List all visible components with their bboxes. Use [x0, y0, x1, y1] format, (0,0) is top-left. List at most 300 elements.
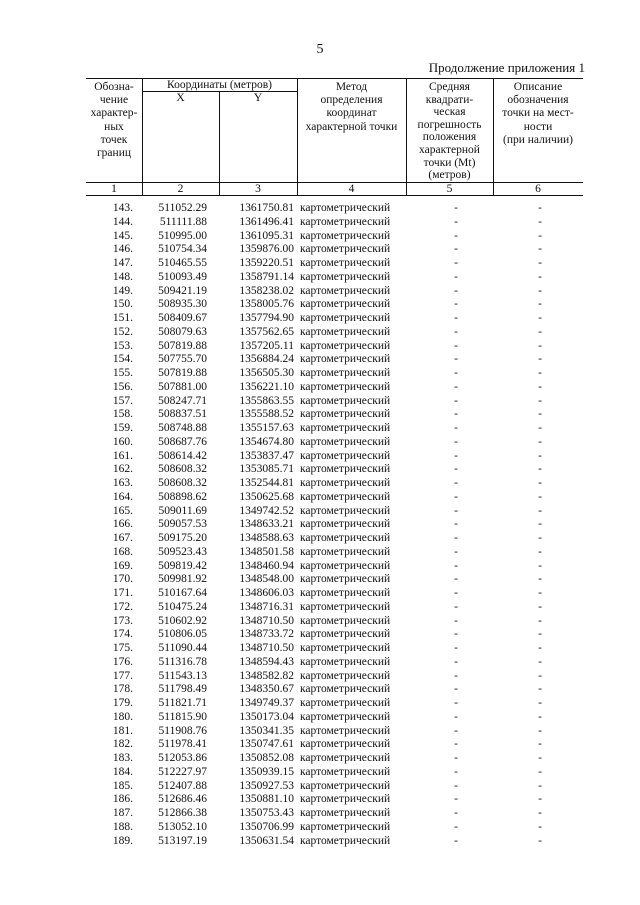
- header-num-6: 6: [535, 183, 541, 195]
- table-row: [0, 725, 640, 739]
- description-cell: -: [538, 229, 542, 242]
- table-row: [0, 298, 640, 312]
- coord-x: 507819.88: [158, 339, 207, 352]
- table-row: [0, 821, 640, 835]
- method-cell: картометрический: [300, 518, 391, 531]
- method-cell: картометрический: [300, 834, 391, 847]
- description-cell: -: [538, 298, 542, 311]
- coord-y: 1348548.00: [239, 573, 294, 586]
- coord-y: 1348588.63: [239, 532, 294, 544]
- description-cell: -: [538, 284, 542, 297]
- table-row: [0, 573, 640, 587]
- method-cell: картометрический: [300, 435, 391, 448]
- point-number: 183.: [112, 752, 133, 764]
- table-row: [0, 202, 640, 216]
- description-cell: -: [538, 270, 542, 283]
- coord-x: 511821.71: [158, 697, 207, 709]
- header-point-designation: Обозна- чение характер- ных точек границ: [90, 81, 138, 160]
- coordinates-table-body: [0, 202, 640, 848]
- table-row: [0, 752, 640, 766]
- coord-y: 1359220.51: [239, 257, 294, 269]
- method-cell: картометрический: [300, 697, 391, 709]
- error-cell: -: [454, 477, 458, 489]
- table-row: [0, 628, 640, 642]
- method-cell: картометрический: [300, 504, 391, 517]
- coord-y: 1356505.30: [239, 367, 294, 379]
- table-row: [0, 670, 640, 684]
- coord-x: 508687.76: [158, 435, 207, 448]
- coord-x: 508409.67: [158, 312, 207, 324]
- point-number: 187.: [112, 807, 133, 819]
- description-cell: -: [538, 545, 542, 558]
- coord-x: 511815.90: [158, 710, 207, 723]
- table-row: [0, 505, 640, 519]
- table-row: [0, 436, 640, 450]
- point-number: 171.: [112, 587, 133, 599]
- table-row: [0, 408, 640, 422]
- error-cell: -: [454, 834, 458, 847]
- coord-y: 1350852.08: [239, 752, 294, 764]
- coord-x: 513052.10: [158, 820, 207, 833]
- coord-y: 1358005.76: [239, 298, 294, 311]
- coord-x: 510602.92: [158, 614, 207, 627]
- header-vline-2: [219, 91, 220, 196]
- description-cell: -: [538, 793, 542, 806]
- method-cell: картометрический: [300, 257, 391, 269]
- coord-y: 1348633.21: [239, 518, 294, 531]
- table-row: [0, 285, 640, 299]
- coord-x: 511090.44: [158, 642, 207, 654]
- header-method: Метод определения координат характерной точки: [305, 81, 398, 133]
- description-cell: -: [538, 490, 542, 503]
- description-cell: -: [538, 532, 542, 544]
- table-row: [0, 491, 640, 505]
- header-coordinates: Координаты (метров): [167, 79, 272, 91]
- error-cell: -: [454, 655, 458, 668]
- point-number: 184.: [112, 765, 133, 778]
- method-cell: картометрический: [300, 642, 391, 654]
- coord-y: 1355157.63: [239, 422, 294, 434]
- header-num-4: 4: [348, 183, 355, 195]
- error-cell: -: [454, 779, 458, 792]
- table-row: [0, 587, 640, 601]
- method-cell: картометрический: [300, 298, 391, 311]
- method-cell: картометрический: [300, 394, 391, 407]
- point-number: 182.: [112, 738, 133, 751]
- coord-x: 509011.69: [158, 504, 207, 517]
- coord-y: 1350341.35: [239, 724, 294, 737]
- coord-x: 509421.19: [158, 284, 207, 297]
- header-num-1: 1: [111, 183, 117, 195]
- method-cell: картометрический: [300, 600, 391, 613]
- coord-x: 508935.30: [158, 298, 207, 311]
- method-cell: картометрический: [300, 807, 391, 819]
- coord-y: 1350747.61: [239, 738, 294, 751]
- description-cell: -: [538, 243, 542, 256]
- coord-x: 511978.41: [158, 738, 207, 751]
- coord-x: 511316.78: [158, 655, 207, 668]
- method-cell: картометрический: [300, 545, 391, 558]
- description-cell: -: [538, 820, 542, 833]
- description-cell: -: [538, 257, 542, 269]
- description-cell: -: [538, 449, 542, 462]
- method-cell: картометрический: [300, 422, 391, 434]
- coord-y: 1357794.90: [239, 312, 294, 324]
- description-cell: -: [538, 422, 542, 434]
- table-row: [0, 697, 640, 711]
- error-cell: -: [454, 284, 458, 297]
- coord-x: 507881.00: [158, 380, 207, 393]
- coord-y: 1350173.04: [239, 710, 294, 723]
- method-cell: картометрический: [300, 779, 391, 792]
- header-num-3: 3: [255, 183, 261, 195]
- point-number: 174.: [112, 628, 133, 641]
- method-cell: картометрический: [300, 339, 391, 352]
- description-cell: -: [538, 779, 542, 792]
- header-mean-square-error: Средняя квадрати- ческая погрешность положения характерной точки (Mt) (метров): [417, 81, 482, 182]
- error-cell: -: [454, 724, 458, 737]
- description-cell: -: [538, 724, 542, 737]
- error-cell: -: [454, 793, 458, 806]
- table-row: [0, 711, 640, 725]
- coord-x: 508898.62: [158, 490, 207, 503]
- coord-y: 1358791.14: [239, 270, 294, 283]
- table-row: [0, 450, 640, 464]
- coord-y: 1350625.68: [239, 490, 294, 503]
- error-cell: -: [454, 394, 458, 407]
- error-cell: -: [454, 628, 458, 641]
- method-cell: картометрический: [300, 202, 391, 214]
- description-cell: -: [538, 367, 542, 379]
- coord-y: 1348350.67: [239, 683, 294, 696]
- coord-y: 1350706.99: [239, 820, 294, 833]
- error-cell: -: [454, 367, 458, 379]
- table-row: [0, 546, 640, 560]
- point-number: 154.: [112, 353, 133, 366]
- coord-y: 1348582.82: [239, 669, 294, 682]
- method-cell: картометрический: [300, 559, 391, 572]
- coord-x: 512053.86: [158, 752, 207, 764]
- point-number: 181.: [112, 724, 133, 737]
- method-cell: картометрический: [300, 312, 391, 324]
- point-number: 162.: [112, 463, 133, 476]
- method-cell: картометрический: [300, 793, 391, 806]
- method-cell: картометрический: [300, 463, 391, 476]
- table-row: [0, 766, 640, 780]
- description-cell: -: [538, 435, 542, 448]
- coord-y: 1349742.52: [239, 504, 294, 517]
- coord-y: 1348710.50: [239, 614, 294, 627]
- description-cell: -: [538, 353, 542, 366]
- coord-y: 1350881.10: [239, 793, 294, 806]
- error-cell: -: [454, 642, 458, 654]
- error-cell: -: [454, 490, 458, 503]
- coord-x: 510754.34: [158, 243, 207, 256]
- coord-x: 509819.42: [158, 559, 207, 572]
- coord-x: 511908.76: [158, 724, 207, 737]
- table-row: [0, 367, 640, 381]
- point-number: 145.: [112, 229, 133, 242]
- error-cell: -: [454, 449, 458, 462]
- method-cell: картометрический: [300, 325, 391, 338]
- table-row: [0, 271, 640, 285]
- point-number: 148.: [112, 270, 133, 283]
- error-cell: -: [454, 353, 458, 366]
- description-cell: -: [538, 587, 542, 599]
- point-number: 188.: [112, 820, 133, 833]
- table-row: [0, 463, 640, 477]
- point-number: 166.: [112, 518, 133, 531]
- coord-x: 511798.49: [158, 683, 207, 696]
- error-cell: -: [454, 408, 458, 421]
- coord-x: 513197.19: [158, 834, 207, 847]
- point-number: 172.: [112, 600, 133, 613]
- description-cell: -: [538, 477, 542, 489]
- description-cell: -: [538, 202, 542, 214]
- error-cell: -: [454, 312, 458, 324]
- method-cell: картометрический: [300, 449, 391, 462]
- coord-y: 1349749.37: [239, 697, 294, 709]
- description-cell: -: [538, 325, 542, 338]
- description-cell: -: [538, 669, 542, 682]
- point-number: 152.: [112, 325, 133, 338]
- error-cell: -: [454, 587, 458, 599]
- table-row: [0, 422, 640, 436]
- error-cell: -: [454, 380, 458, 393]
- error-cell: -: [454, 573, 458, 586]
- point-number: 146.: [112, 243, 133, 256]
- error-cell: -: [454, 820, 458, 833]
- method-cell: картометрический: [300, 628, 391, 641]
- coord-y: 1348606.03: [239, 587, 294, 599]
- coord-y: 1354674.80: [239, 435, 294, 448]
- method-cell: картометрический: [300, 724, 391, 737]
- coord-y: 1358238.02: [239, 284, 294, 297]
- method-cell: картометрический: [300, 710, 391, 723]
- header-description: Описание обозначения точки на мест- ности (при наличии): [502, 81, 574, 146]
- description-cell: -: [538, 339, 542, 352]
- point-number: 147.: [112, 257, 133, 269]
- coord-x: 509057.53: [158, 518, 207, 531]
- point-number: 149.: [112, 284, 133, 297]
- description-cell: -: [538, 738, 542, 751]
- description-cell: -: [538, 518, 542, 531]
- point-number: 156.: [112, 380, 133, 393]
- point-number: 189.: [112, 834, 133, 847]
- coord-x: 510465.55: [158, 257, 207, 269]
- table-row: [0, 656, 640, 670]
- point-number: 164.: [112, 490, 133, 503]
- description-cell: -: [538, 408, 542, 421]
- table-row: [0, 477, 640, 491]
- table-row: [0, 230, 640, 244]
- description-cell: -: [538, 628, 542, 641]
- method-cell: картометрический: [300, 477, 391, 489]
- coord-x: 512407.88: [158, 779, 207, 792]
- coord-x: 508608.32: [158, 477, 207, 489]
- method-cell: картометрический: [300, 380, 391, 393]
- description-cell: -: [538, 807, 542, 819]
- coord-x: 508748.88: [158, 422, 207, 434]
- coord-x: 510475.24: [158, 600, 207, 613]
- error-cell: -: [454, 243, 458, 256]
- error-cell: -: [454, 765, 458, 778]
- method-cell: картометрический: [300, 353, 391, 366]
- method-cell: картометрический: [300, 752, 391, 764]
- coord-x: 511111.88: [159, 215, 207, 228]
- coord-x: 509175.20: [158, 532, 207, 544]
- description-cell: -: [538, 215, 542, 228]
- coord-x: 512686.46: [158, 793, 207, 806]
- table-row: [0, 683, 640, 697]
- coord-y: 1357205.11: [239, 339, 294, 352]
- coord-x: 512227.97: [158, 765, 207, 778]
- error-cell: -: [454, 710, 458, 723]
- error-cell: -: [454, 518, 458, 531]
- coord-y: 1361095.31: [239, 229, 294, 242]
- point-number: 177.: [112, 669, 133, 682]
- point-number: 168.: [112, 545, 133, 558]
- table-row: [0, 340, 640, 354]
- method-cell: картометрический: [300, 532, 391, 544]
- method-cell: картометрический: [300, 367, 391, 379]
- table-row: [0, 793, 640, 807]
- coord-y: 1348594.43: [239, 655, 294, 668]
- error-cell: -: [454, 683, 458, 696]
- error-cell: -: [454, 738, 458, 751]
- coord-y: 1348716.31: [239, 600, 294, 613]
- description-cell: -: [538, 312, 542, 324]
- error-cell: -: [454, 669, 458, 682]
- coord-y: 1353837.47: [239, 449, 294, 462]
- table-row: [0, 615, 640, 629]
- coord-y: 1350927.53: [239, 779, 294, 792]
- coord-y: 1348733.72: [239, 628, 294, 641]
- description-cell: -: [538, 463, 542, 476]
- coord-y: 1348460.94: [239, 559, 294, 572]
- coord-y: 1348710.50: [239, 642, 294, 654]
- method-cell: картометрический: [300, 614, 391, 627]
- description-cell: -: [538, 765, 542, 778]
- coord-y: 1350631.54: [239, 834, 294, 847]
- description-cell: -: [538, 380, 542, 393]
- table-row: [0, 835, 640, 849]
- table-row: [0, 780, 640, 794]
- point-number: 143.: [112, 202, 133, 214]
- error-cell: -: [454, 215, 458, 228]
- method-cell: картометрический: [300, 243, 391, 256]
- error-cell: -: [454, 270, 458, 283]
- point-number: 185.: [112, 779, 133, 792]
- coord-y: 1359876.00: [239, 243, 294, 256]
- coord-y: 1350753.43: [239, 807, 294, 819]
- table-row: [0, 518, 640, 532]
- coord-x: 508079.63: [158, 325, 207, 338]
- coord-x: 508608.32: [158, 463, 207, 476]
- point-number: 167.: [112, 532, 133, 544]
- table-row: [0, 642, 640, 656]
- point-number: 175.: [112, 642, 133, 654]
- table-row: [0, 532, 640, 546]
- error-cell: -: [454, 298, 458, 311]
- table-row: [0, 601, 640, 615]
- point-number: 158.: [112, 408, 133, 421]
- point-number: 173.: [112, 614, 133, 627]
- table-header: [86, 78, 583, 196]
- point-number: 165.: [112, 504, 133, 517]
- method-cell: картометрический: [300, 738, 391, 751]
- error-cell: -: [454, 463, 458, 476]
- method-cell: картометрический: [300, 587, 391, 599]
- table-row: [0, 326, 640, 340]
- description-cell: -: [538, 642, 542, 654]
- table-row: [0, 738, 640, 752]
- method-cell: картометрический: [300, 820, 391, 833]
- appendix-continuation-label: Продолжение приложения 1: [428, 60, 585, 75]
- method-cell: картометрический: [300, 284, 391, 297]
- error-cell: -: [454, 532, 458, 544]
- point-number: 144.: [112, 215, 133, 228]
- point-number: 153.: [112, 339, 133, 352]
- point-number: 180.: [112, 710, 133, 723]
- coord-y: 1355588.52: [239, 408, 294, 421]
- error-cell: -: [454, 614, 458, 627]
- coord-x: 509523.43: [158, 545, 207, 558]
- coord-y: 1357562.65: [239, 325, 294, 338]
- table-row: [0, 257, 640, 271]
- coord-y: 1356221.10: [239, 380, 294, 393]
- point-number: 161.: [112, 449, 133, 462]
- header-x: X: [176, 92, 185, 104]
- point-number: 160.: [112, 435, 133, 448]
- description-cell: -: [538, 573, 542, 586]
- table-row: [0, 312, 640, 326]
- point-number: 157.: [112, 394, 133, 407]
- method-cell: картометрический: [300, 229, 391, 242]
- error-cell: -: [454, 257, 458, 269]
- table-row: [0, 807, 640, 821]
- method-cell: картометрический: [300, 490, 391, 503]
- description-cell: -: [538, 394, 542, 407]
- coord-x: 508837.51: [158, 408, 207, 421]
- error-cell: -: [454, 325, 458, 338]
- point-number: 163.: [112, 477, 133, 489]
- point-number: 178.: [112, 683, 133, 696]
- error-cell: -: [454, 435, 458, 448]
- header-num-2: 2: [177, 183, 184, 195]
- error-cell: -: [454, 202, 458, 214]
- header-y: Y: [253, 92, 263, 104]
- coord-x: 512866.38: [158, 807, 207, 819]
- point-number: 179.: [112, 697, 133, 709]
- error-cell: -: [454, 752, 458, 764]
- error-cell: -: [454, 559, 458, 572]
- coord-y: 1361750.81: [239, 202, 294, 214]
- coord-y: 1356884.24: [239, 353, 294, 366]
- point-number: 186.: [112, 793, 133, 806]
- description-cell: -: [538, 697, 542, 709]
- method-cell: картометрический: [300, 408, 391, 421]
- point-number: 170.: [112, 573, 133, 586]
- coord-x: 511052.29: [158, 202, 207, 214]
- coord-x: 510995.00: [158, 229, 207, 242]
- point-number: 159.: [112, 422, 133, 434]
- description-cell: -: [538, 504, 542, 517]
- coord-x: 510093.49: [158, 270, 207, 283]
- coord-x: 508247.71: [158, 394, 207, 407]
- error-cell: -: [454, 339, 458, 352]
- description-cell: -: [538, 752, 542, 764]
